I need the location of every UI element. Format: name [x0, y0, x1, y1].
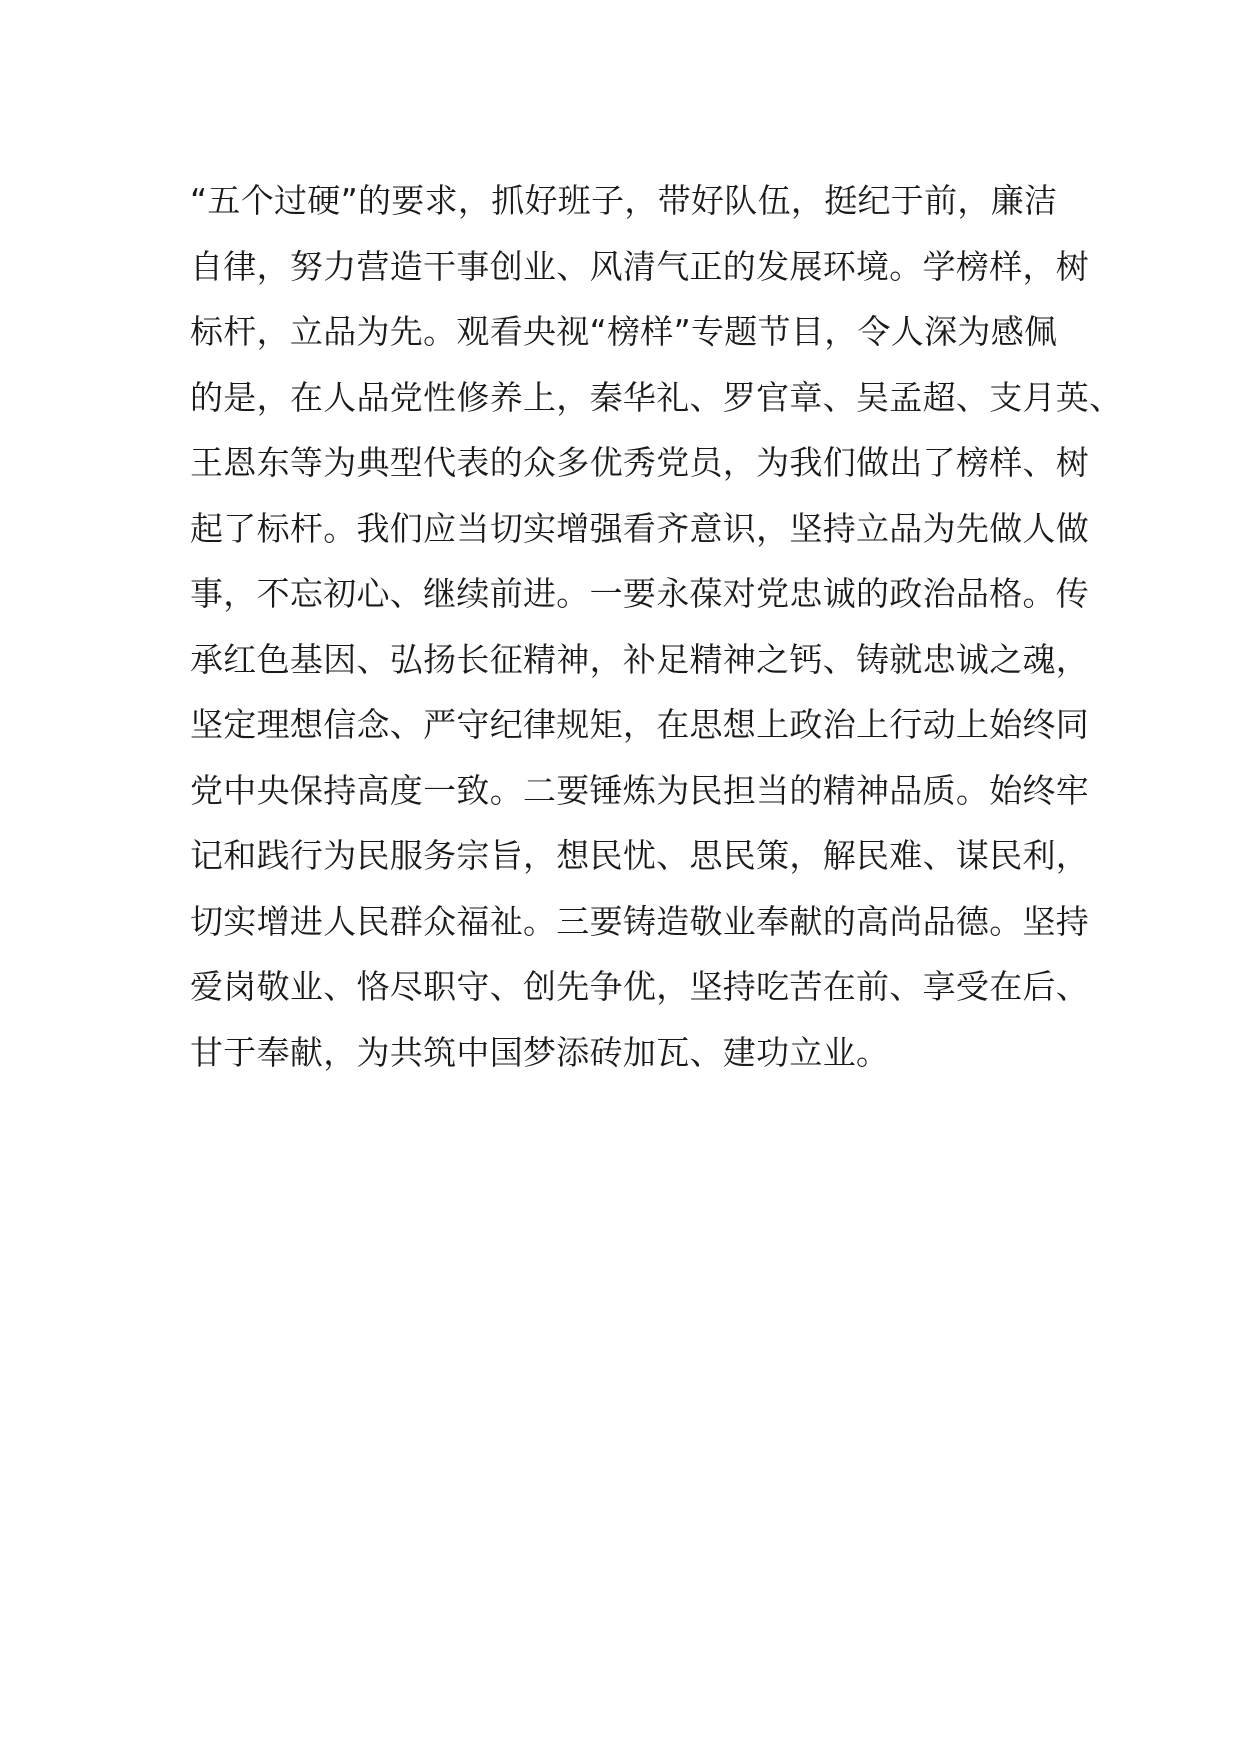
paragraph-line: “五个过硬”的要求，抓好班子，带好队伍，挺纪于前，廉洁: [190, 181, 1058, 220]
paragraph-line: 坚定理想信念、严守纪律规矩，在思想上政治上行动上始终同: [190, 705, 1090, 744]
paragraph-line: 爱岗敬业、恪尽职守、创先争优，坚持吃苦在前、享受在后、: [190, 967, 1090, 1006]
paragraph-line: 承红色基因、弘扬长征精神，补足精神之钙、铸就忠诚之魂，: [190, 639, 1090, 679]
paragraph-line: 事，不忘初心、继续前进。一要永葆对党忠诚的政治品格。传: [190, 574, 1090, 613]
paragraph-line: 自律，努力营造干事创业、风清气正的发展环境。学榜样，树: [190, 246, 1090, 286]
paragraph-line: 切实增进人民群众福祉。三要铸造敬业奉献的高尚品德。坚持: [190, 901, 1090, 941]
paragraph-line: 党中央保持高度一致。二要锤炼为民担当的精神品质。始终牢: [190, 770, 1090, 810]
paragraph-line: 的是，在人品党性修养上，秦华礼、罗官章、吴孟超、支月英、: [190, 377, 1123, 417]
paragraph-line: 起了标杆。我们应当切实增强看齐意识，坚持立品为先做人做: [190, 508, 1090, 548]
paragraph-line: 王恩东等为典型代表的众多优秀党员，为我们做出了榜样、树: [190, 443, 1090, 482]
paragraph-line: 标杆，立品为先。观看央视“榜样”专题节目，令人深为感佩: [190, 312, 1058, 351]
body-paragraph: [190, 168, 1123, 1085]
paragraph-line: 甘于奉献，为共筑中国梦添砖加瓦、建功立业。: [190, 1032, 890, 1072]
paragraph-line: 记和践行为民服务宗旨，想民忧、思民策，解民难、谋民利，: [190, 836, 1090, 875]
